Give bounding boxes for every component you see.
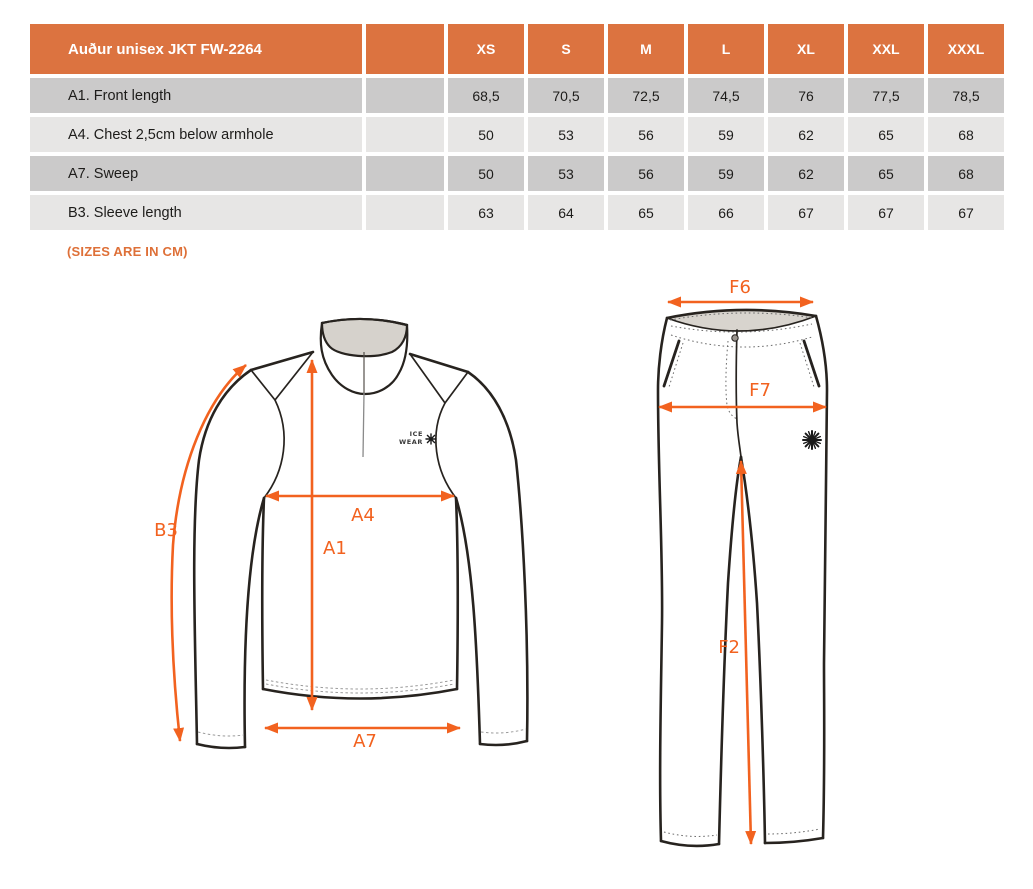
cell-a4-s: 53: [528, 117, 604, 152]
cell-b3-xl: 67: [768, 195, 844, 230]
cell-a1-xs: 68,5: [448, 78, 524, 113]
jacket-a4-label: A4: [351, 505, 375, 526]
right-yoke-seam: [410, 354, 468, 403]
jacket-a7-label: A7: [353, 731, 377, 752]
size-col-header-xs: XS: [448, 24, 524, 74]
snowflake-icon: [426, 434, 436, 444]
cell-a4-xl: 62: [768, 117, 844, 152]
jacket-a1-label: A1: [323, 538, 347, 559]
cell-a1-l: 74,5: [688, 78, 764, 113]
cell-a7-l: 59: [688, 156, 764, 191]
cell-b3-xs: 63: [448, 195, 524, 230]
size-col-header-xxxl: XXXL: [928, 24, 1004, 74]
cell-b3-s: 64: [528, 195, 604, 230]
right-sleeve-inner: [456, 498, 480, 744]
right-body-side: [456, 498, 458, 689]
empty-cell: [366, 156, 444, 191]
cell-a7-s: 53: [528, 156, 604, 191]
hem: [263, 689, 457, 699]
jacket-drawing: [135, 295, 580, 773]
cell-b3-xxxl: 67: [928, 195, 1004, 230]
svg-text:ICE: ICE: [409, 430, 423, 438]
cell-b3-m: 65: [608, 195, 684, 230]
left-cuff-stitch: [664, 832, 717, 836]
pants-f7-label: F7: [749, 380, 771, 401]
size-col-header-xxl: XXL: [848, 24, 924, 74]
cell-b3-xxl: 67: [848, 195, 924, 230]
size-col-header-xl: XL: [768, 24, 844, 74]
cell-a1-xl: 76: [768, 78, 844, 113]
cell-a4-l: 59: [688, 117, 764, 152]
cell-a1-m: 72,5: [608, 78, 684, 113]
left-cuff-stitch: [198, 732, 244, 736]
right-pocket: [804, 341, 819, 386]
row-label-a1: A1. Front length: [30, 78, 362, 113]
svg-text:WEAR: WEAR: [398, 438, 423, 446]
right-cuff-stitch: [768, 829, 820, 834]
belt-seam-stitch: [671, 335, 812, 347]
pants-drawing: [640, 275, 890, 863]
right-raglan-seam: [436, 403, 456, 498]
cell-a7-m: 56: [608, 156, 684, 191]
empty-cell: [366, 117, 444, 152]
size-col-header-l: L: [688, 24, 764, 74]
right-cuff: [480, 741, 527, 745]
hem-stitch: [266, 684, 454, 693]
right-shoulder-seam: [410, 354, 468, 372]
icewear-logo: [399, 430, 436, 446]
row-label-a4: A4. Chest 2,5cm below armhole: [30, 117, 362, 152]
table-header-empty: [366, 24, 444, 74]
empty-cell: [366, 78, 444, 113]
collar-inner: [322, 319, 407, 356]
cell-a1-xxl: 77,5: [848, 78, 924, 113]
cell-a1-xxxl: 78,5: [928, 78, 1004, 113]
cell-a4-xxl: 65: [848, 117, 924, 152]
cell-a7-xxl: 65: [848, 156, 924, 191]
size-col-header-s: S: [528, 24, 604, 74]
left-pocket: [664, 341, 679, 386]
cell-a4-xs: 50: [448, 117, 524, 152]
snowflake-icon: [803, 431, 821, 449]
right-cuff-stitch: [481, 729, 526, 733]
table-title: Auður unisex JKT FW-2264: [30, 24, 362, 74]
left-leg-outer: [658, 318, 667, 841]
left-leg-cuff: [661, 841, 719, 846]
cell-a7-xxxl: 68: [928, 156, 1004, 191]
right-leg-outer: [816, 316, 827, 838]
cell-b3-l: 66: [688, 195, 764, 230]
left-cuff: [197, 744, 245, 748]
row-label-b3: B3. Sleeve length: [30, 195, 362, 230]
cell-a4-m: 56: [608, 117, 684, 152]
row-label-a7: A7. Sweep: [30, 156, 362, 191]
jacket-b3-label: B3: [154, 520, 178, 541]
cell-a4-xxxl: 68: [928, 117, 1004, 152]
cell-a7-xl: 62: [768, 156, 844, 191]
zipper-line: [363, 393, 364, 457]
left-yoke-seam: [251, 352, 313, 400]
size-table: [30, 24, 1004, 230]
left-body-side: [262, 498, 264, 689]
pants-f6-label: F6: [729, 277, 751, 298]
left-shoulder-seam: [251, 352, 313, 370]
hem-stitch: [266, 680, 454, 689]
left-raglan-seam: [264, 400, 284, 498]
pants-f2-label: F2: [718, 637, 740, 658]
right-leg-cuff: [765, 838, 823, 843]
sizes-in-cm-note: (SIZES ARE IN CM): [67, 244, 188, 259]
empty-cell: [366, 195, 444, 230]
cell-a1-s: 70,5: [528, 78, 604, 113]
size-col-header-m: M: [608, 24, 684, 74]
right-leg-inner: [741, 457, 765, 843]
waist-button: [732, 335, 738, 341]
fly-seam: [736, 330, 741, 457]
cell-a7-xs: 50: [448, 156, 524, 191]
